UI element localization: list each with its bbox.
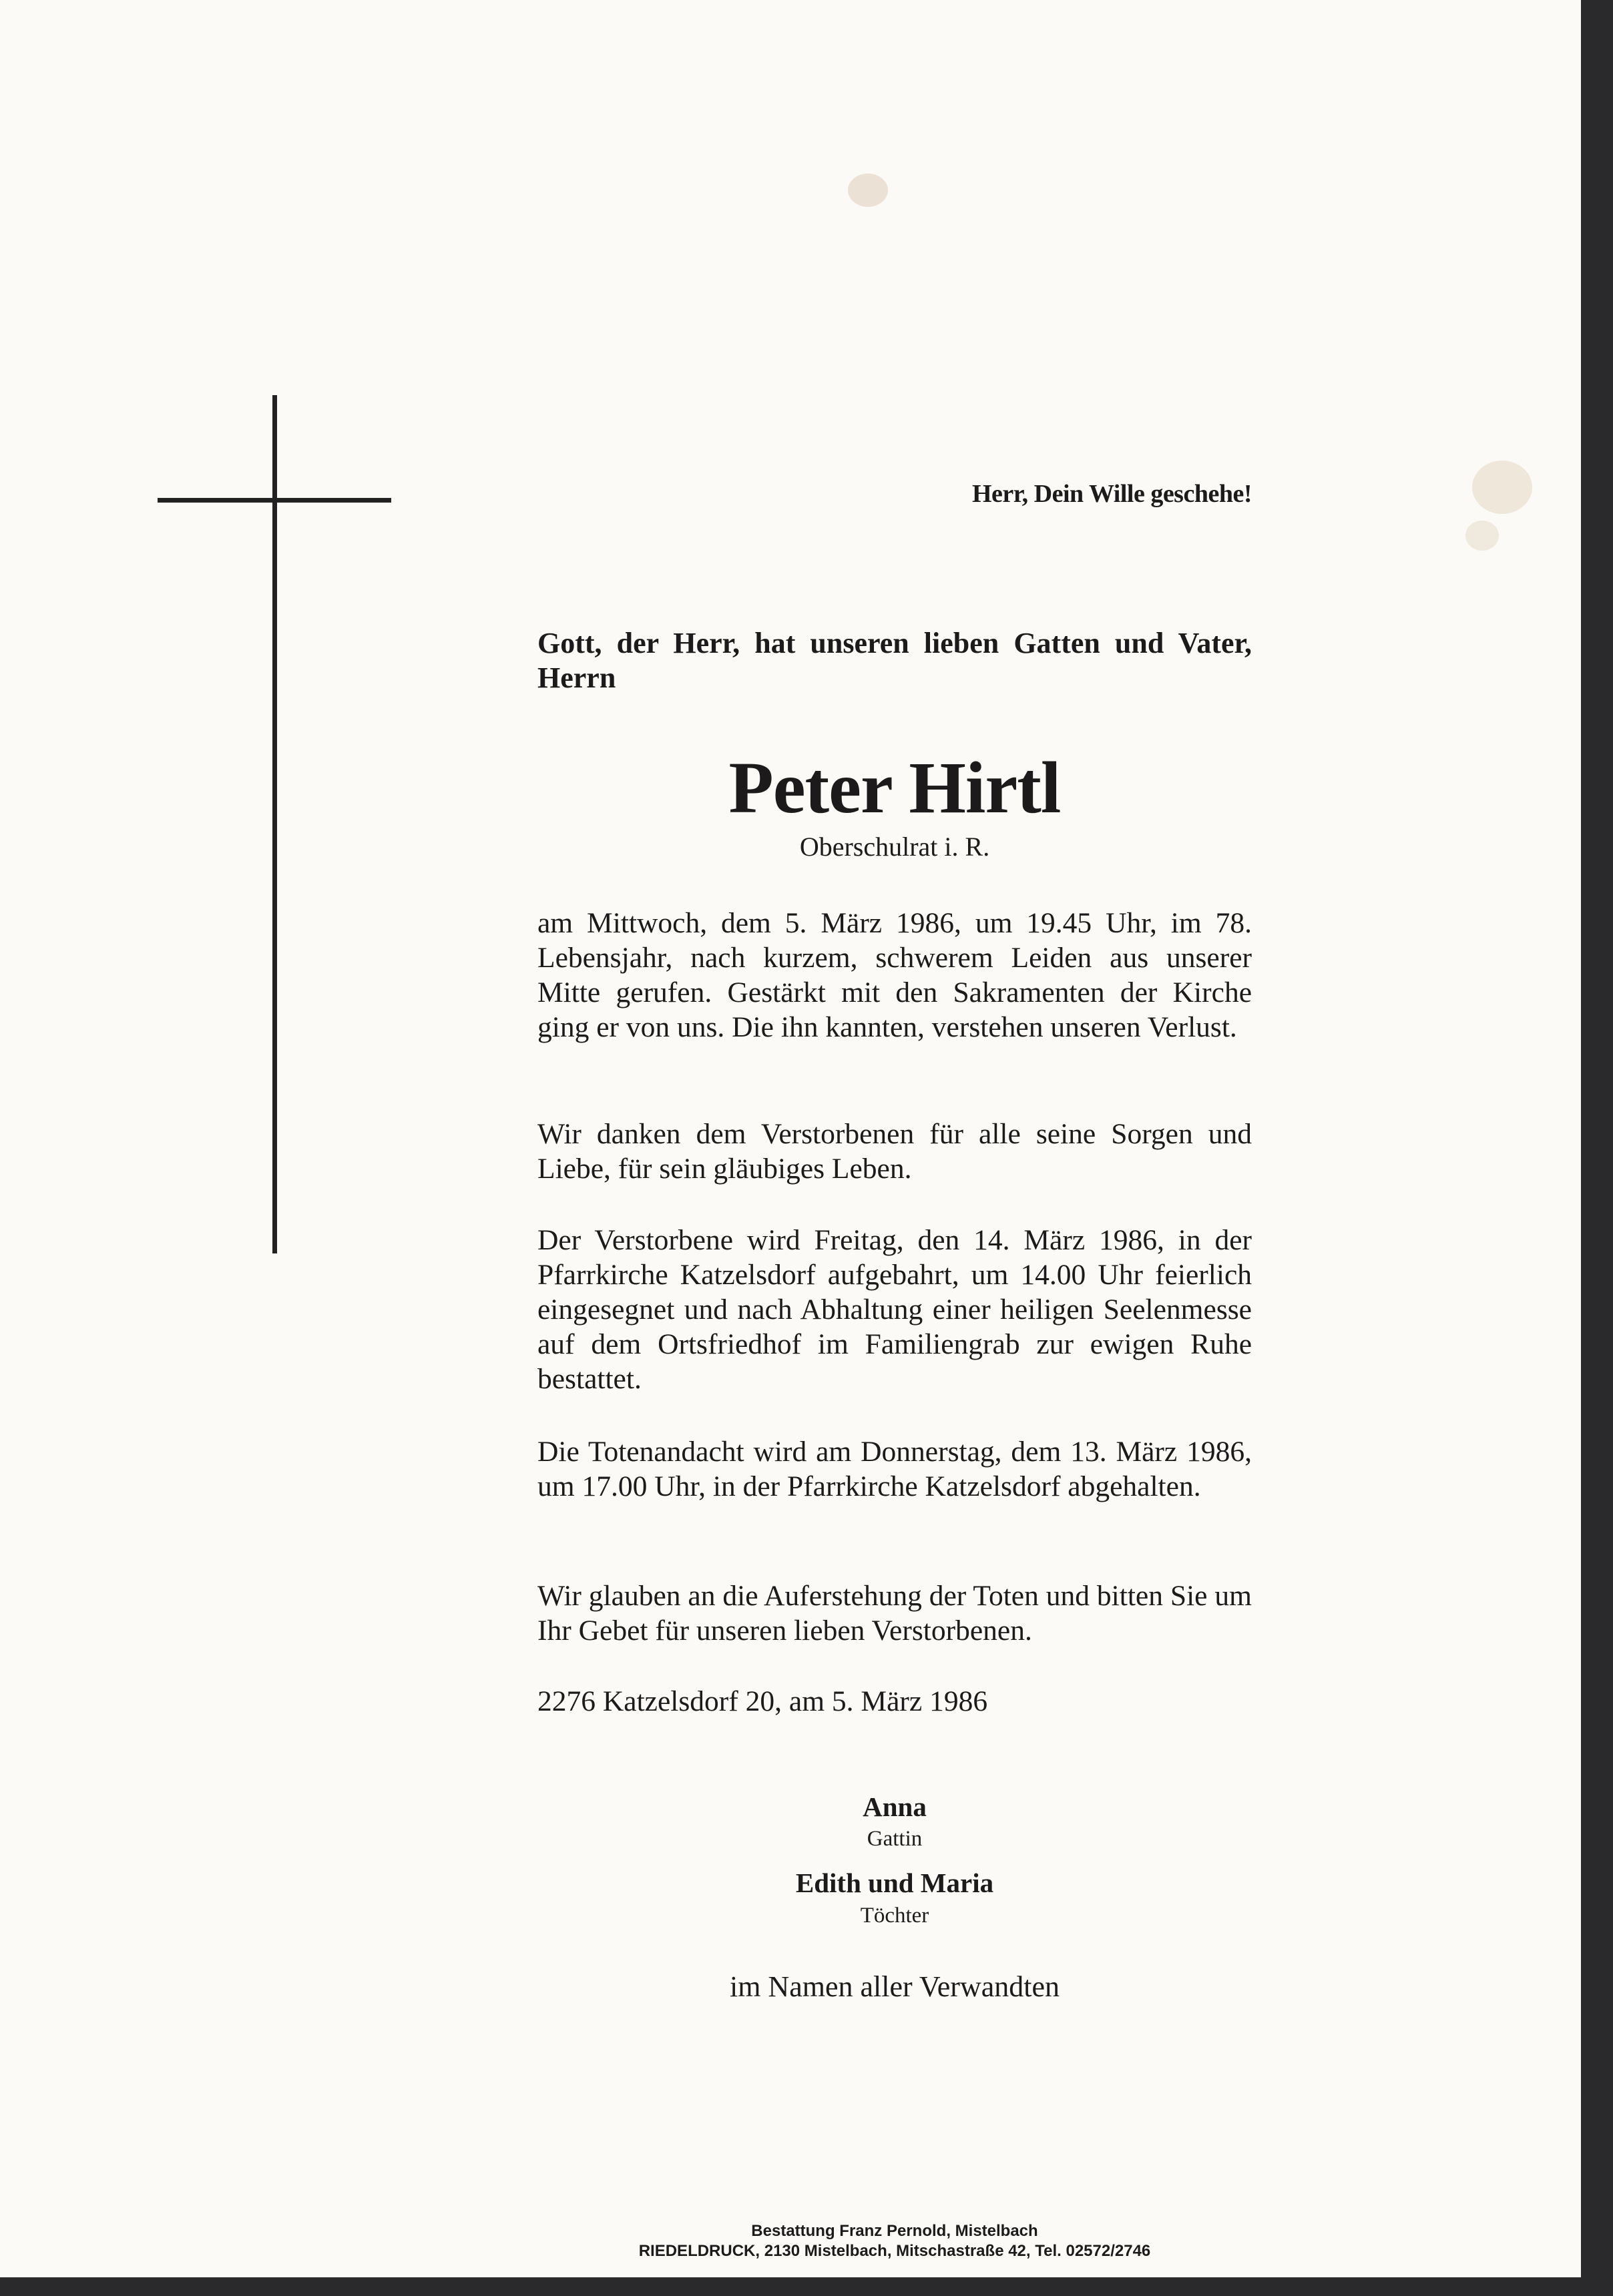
mourner-role: Töchter: [860, 1904, 929, 1928]
paragraph-thanks: Wir danken dem Verstorbenen für alle seine Sorgen und Liebe, für sein gläubiges Leben.: [537, 1118, 1252, 1185]
paragraph-death-notice: am Mittwoch, dem 5. März 1986, um 19.45 Uhr, im 78. Lebensjahr, nach kurzem, schwerem Leiden aus unserer Mitte gerufen. Gestärkt mit den Sakramenten der Kirche ging er von uns. Die ihn kannten, verstehen unseren Verlust.: [537, 907, 1252, 1043]
paper-stain: [848, 174, 888, 207]
intro-text: Gott, der Herr, hat unseren lieben Gatten und Vater, Herrn: [537, 627, 1252, 694]
mourner-name: Edith und Maria: [795, 1868, 994, 1898]
paragraph-prayer: Wir glauben an die Auferstehung der Toten und bitten Sie um Ihr Gebet für unseren lieben Verstorbenen.: [537, 1580, 1252, 1647]
paragraph-funeral: Der Verstorbene wird Freitag, den 14. März 1986, in der Pfarrkirche Katzelsdorf aufgebahrt, um 14.00 Uhr feierlich eingesegnet und nach Abhaltung einer heiligen Seelenmesse auf dem Ortsfriedhof im Familiengrab zur ewigen Ruhe bestattet.: [537, 1224, 1252, 1395]
motto: Herr, Dein Wille geschehe!: [971, 480, 1252, 508]
deceased-title: Oberschulrat i. R.: [799, 832, 990, 862]
footer-undertaker: Bestattung Franz Pernold, Mistelbach: [751, 2222, 1038, 2240]
page-edge-bottom: [0, 2277, 1613, 2296]
paragraph-vigil: Die Totenandacht wird am Donnerstag, dem 13. März 1986, um 17.00 Uhr, in der Pfarrkirche Katzelsdorf abgehalten.: [537, 1436, 1252, 1502]
mourner-role: Gattin: [867, 1827, 923, 1851]
paper-stain: [1465, 521, 1499, 551]
page-edge-right: [1581, 0, 1613, 2296]
paper-stain: [1472, 461, 1532, 514]
footer-printer: RIEDELDRUCK, 2130 Mistelbach, Mitschastraße 42, Tel. 02572/2746: [638, 2242, 1151, 2260]
cross-horizontal-bar: [158, 498, 391, 503]
mourner-name: Anna: [863, 1791, 927, 1822]
place-date: 2276 Katzelsdorf 20, am 5. März 1986: [537, 1685, 988, 1717]
closing-line: im Namen aller Verwandten: [729, 1970, 1060, 2003]
deceased-name: Peter Hirtl: [728, 747, 1061, 828]
cross-vertical-bar: [272, 395, 277, 1253]
